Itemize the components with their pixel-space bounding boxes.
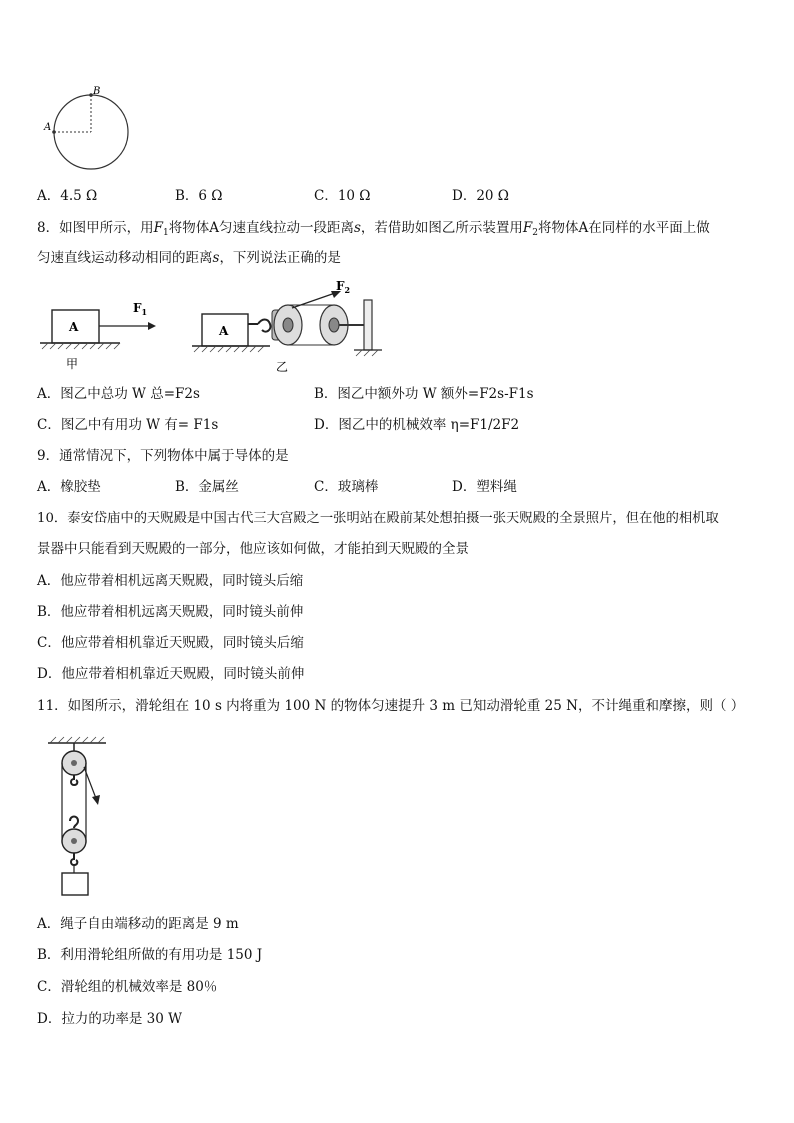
q11-option-d: D．拉力的功率是 30 W xyxy=(37,1011,182,1027)
q8-option-d: D．图乙中的机械效率 η=F1/2F2 xyxy=(314,417,520,433)
fixed-hook-icon xyxy=(71,775,77,785)
circle-figure xyxy=(38,80,138,174)
q9-option-c: C．玻璃棒 xyxy=(314,479,379,495)
q10-option-d: D．他应带着相机靠近天贶殿，同时镜头前伸 xyxy=(37,666,305,682)
ground-hatch xyxy=(194,346,264,352)
movable-pulley-axle xyxy=(283,318,293,332)
q8-option-b: B．图乙中额外功 W 额外=F2s-F1s xyxy=(314,386,534,402)
label-b: B xyxy=(93,86,101,97)
arrow-head-icon xyxy=(92,795,100,805)
fixed-pulley-axle xyxy=(329,318,339,332)
q9-option-a: A．橡胶垫 xyxy=(37,479,101,495)
q11-stem: 11．如图所示，滑轮组在 10 s 内将重为 100 N 的物体匀速提升 3 m 已知动滑轮重 25 N，不计绳重和摩擦，则（ ） xyxy=(37,698,745,714)
movable-pulley-axle xyxy=(71,838,77,844)
q10-option-a: A．他应带着相机远离天贶殿，同时镜头后缩 xyxy=(37,573,304,589)
q7-option-c: C．10 Ω xyxy=(314,188,371,204)
figure-jia xyxy=(38,290,168,372)
movable-bottom-hook-icon xyxy=(71,853,77,865)
q8-option-c: C．图乙中有用功 W 有= F1s xyxy=(37,417,219,433)
label-a: A xyxy=(44,122,52,133)
ceiling-hatch xyxy=(50,737,104,743)
q10-option-b: B．他应带着相机远离天贶殿，同时镜头前伸 xyxy=(37,604,304,620)
block-a-label: A xyxy=(69,320,79,334)
q8-stem-line1: 8．如图甲所示，用$F_1$将物体A匀速直线拉动一段距离s，若借助如图乙所示装置用$F_2$将物体A在同样的水平面上做 xyxy=(37,220,710,238)
force2-label: $F_2$ xyxy=(336,279,351,295)
q7-option-d: D．20 Ω xyxy=(452,188,509,204)
q11-option-a: A．绳子自由端移动的距离是 9 m xyxy=(37,916,239,932)
q11-option-b: B．利用滑轮组所做的有用功是 150 J xyxy=(37,947,263,963)
q8-option-a: A．图乙中总功 W 总=F2s xyxy=(37,386,200,402)
q9-option-b: B．金属丝 xyxy=(175,479,239,495)
hook-icon xyxy=(248,320,270,332)
point-a xyxy=(52,130,56,134)
ground-hatch xyxy=(42,343,120,349)
pulley-system-figure xyxy=(44,735,114,897)
wall-post xyxy=(364,300,372,350)
q7-option-b: B．6 Ω xyxy=(175,188,223,204)
q7-option-a: A．4.5 Ω xyxy=(37,188,98,204)
q10-stem-line1: 10．泰安岱庙中的天贶殿是中国古代三大宫殿之一张明站在殿前某处想拍摄一张天贶殿的全景照片，但在他的相机取 xyxy=(37,511,719,526)
caption-yi: 乙 xyxy=(276,360,289,374)
q11-option-c: C．滑轮组的机械效率是 80％ xyxy=(37,979,218,995)
q9-stem: 9．通常情况下，下列物体中属于导体的是 xyxy=(37,448,289,464)
fixed-pulley-axle xyxy=(71,760,77,766)
q8-stem-line2: 匀速直线运动移动相同的距离s，下列说法正确的是 xyxy=(37,250,341,266)
q10-stem-line2: 景器中只能看到天贶殿的一部分，他应该如何做，才能拍到天贶殿的全景 xyxy=(37,541,469,557)
arrow-head-icon xyxy=(148,322,156,330)
load-box xyxy=(62,873,88,895)
q9-option-d: D．塑料绳 xyxy=(452,479,517,495)
q10-option-c: C．他应带着相机靠近天贶殿，同时镜头后缩 xyxy=(37,635,304,651)
block-a-label: A xyxy=(219,324,229,338)
figure-yi xyxy=(188,278,388,374)
force1-label: $F_1$ xyxy=(133,301,148,317)
wall-hatch xyxy=(356,350,378,356)
caption-jia: 甲 xyxy=(66,357,79,371)
movable-top-hook-icon xyxy=(70,817,78,829)
